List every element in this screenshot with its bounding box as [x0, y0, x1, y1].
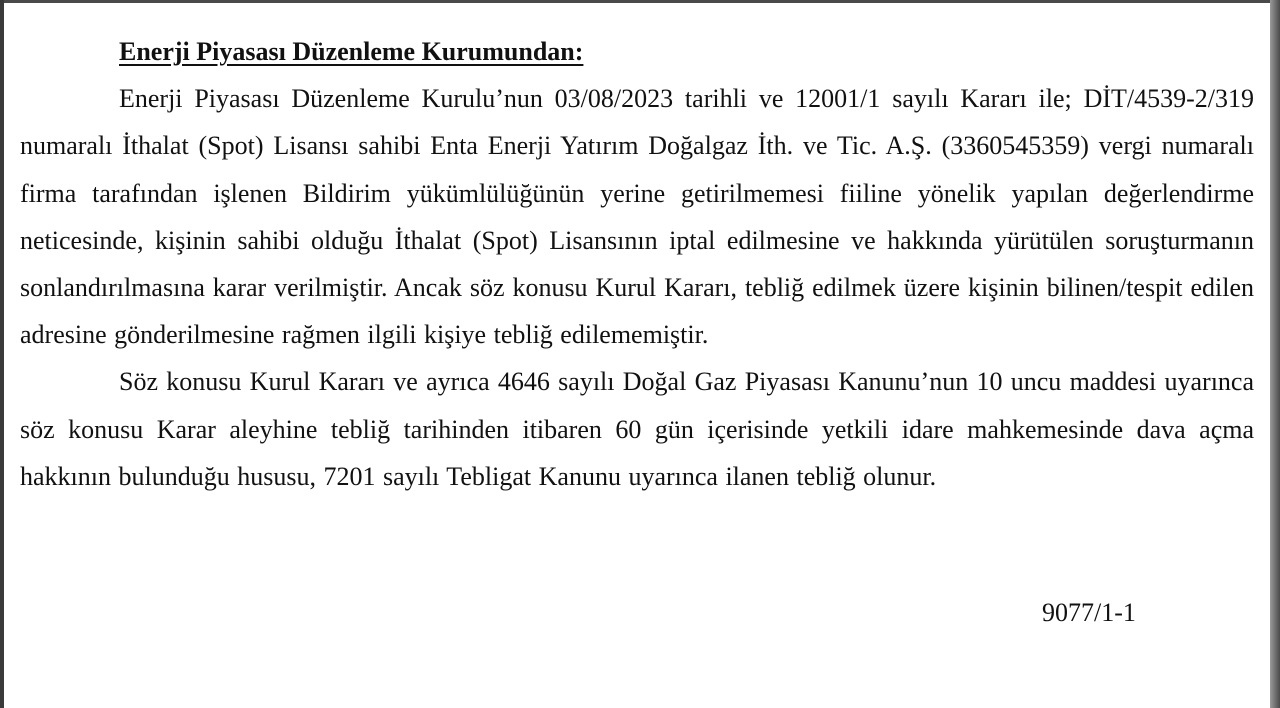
page-frame-top [0, 0, 1280, 3]
announcement-document [20, 28, 1254, 500]
announcement-reference-number: 9077/1-1 [1042, 598, 1136, 627]
announcement-heading: Enerji Piyasası Düzenleme Kurumundan: [119, 37, 584, 66]
page-frame-left [0, 0, 4, 708]
page-frame-right [1270, 0, 1280, 708]
announcement-paragraph-2: Söz konusu Kurul Kararı ve ayrıca 4646 sayılı Doğal Gaz Piyasası Kanunu’nun 10 uncu maddesi uyarınca söz konusu Karar aleyhine tebliğ tarihinden itibaren 60 gün içerisinde yetkili idare mahkemesinde dava açma hakkının bulunduğu hususu, 7201 sayılı Tebligat Kanunu uyarınca ilanen tebliğ olunur. [20, 367, 1254, 491]
announcement-paragraph-1: Enerji Piyasası Düzenleme Kurulu’nun 03/08/2023 tarihli ve 12001/1 sayılı Kararı ile; DİT/4539-2/319 numaralı İthalat (Spot) Lisansı sahibi Enta Enerji Yatırım Doğalgaz İth. ve Tic. A.Ş. (3360545359) vergi numaralı firma tarafından işlenen Bildirim yükümlülüğünün yerine getirilmemesi fiiline yönelik yapılan değerlendirme neticesinde, kişinin sahibi olduğu İthalat (Spot) Lisansının iptal edilmesine ve hakkında yürütülen soruşturmanın sonlandırılmasına karar verilmiştir. Ancak söz konusu Kurul Kararı, tebliğ edilmek üzere kişinin bilinen/tespit edilen adresine gönderilmesine rağmen ilgili kişiye tebliğ edilememiştir. [20, 84, 1254, 350]
